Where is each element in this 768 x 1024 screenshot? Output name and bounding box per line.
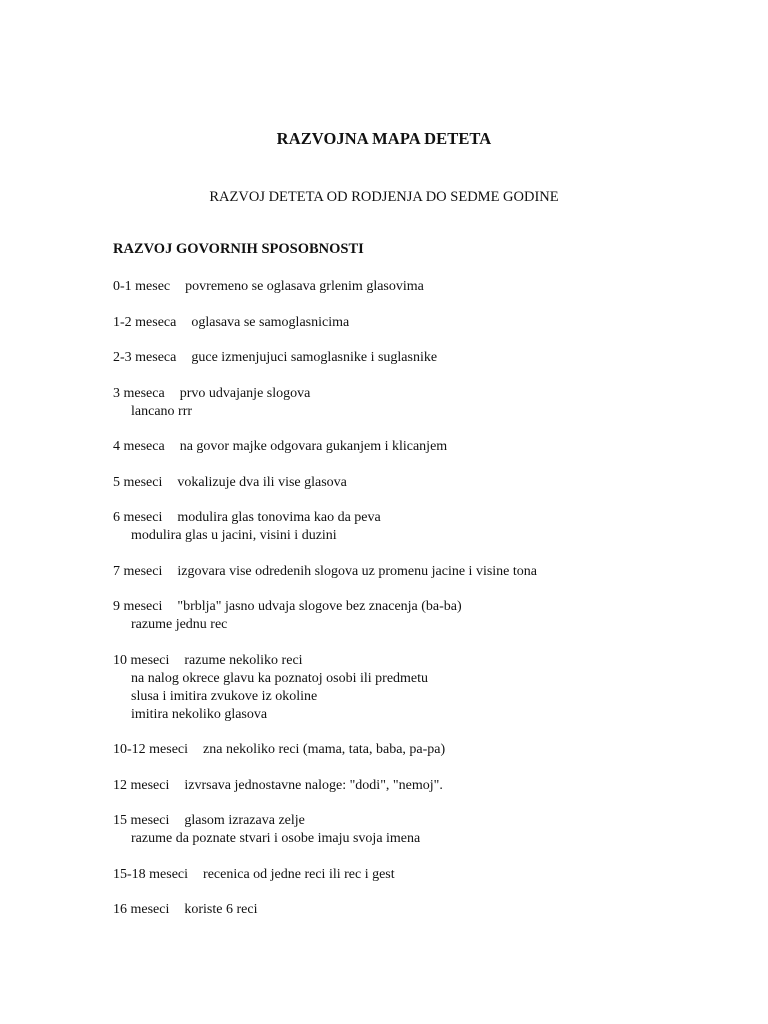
milestone-description: izgovara vise odredenih slogova uz promenu jacine i visine tona (177, 563, 537, 579)
milestone-entry (113, 509, 753, 545)
milestone-first-line (113, 598, 753, 616)
milestone-first-line (113, 385, 753, 403)
milestone-continuation: lancano rrr (131, 403, 193, 419)
milestone-age: 2-3 meseca (113, 350, 177, 365)
milestone-age: 7 meseci (113, 563, 163, 579)
milestone-age: 12 meseci (113, 777, 170, 793)
milestone-first-line (113, 652, 753, 670)
milestone-entry (113, 598, 753, 634)
milestone-list (113, 278, 753, 937)
milestone-first-line (113, 563, 753, 581)
milestone-age: 15 meseci (113, 813, 170, 828)
milestone-entry (113, 866, 753, 884)
milestone-entry (113, 563, 753, 581)
milestone-entry (113, 652, 753, 724)
milestone-first-line (113, 278, 753, 296)
milestone-description: izvrsava jednostavne naloge: "dodi", "nemoj". (184, 777, 443, 793)
milestone-age: 10 meseci (113, 652, 170, 668)
milestone-age: 6 meseci (113, 510, 163, 525)
milestone-description: povremeno se oglasava grlenim glasovima (185, 279, 424, 294)
milestone-first-line (113, 866, 753, 884)
milestone-continuation: modulira glas u jacini, visini i duzini (131, 528, 337, 543)
milestone-entry (113, 777, 753, 795)
milestone-description: vokalizuje dva ili vise glasova (177, 474, 347, 490)
milestone-first-line (113, 812, 753, 830)
milestone-continuation: razume jednu rec (131, 617, 228, 632)
milestone-entry (113, 474, 753, 492)
milestone-description: razume nekoliko reci (184, 652, 303, 668)
milestone-description: koriste 6 reci (184, 902, 258, 917)
milestone-description: na govor majke odgovara gukanjem i klicanjem (179, 439, 448, 454)
document-subtitle: RAZVOJ DETETA OD RODJENJA DO SEDME GODINE (209, 189, 559, 205)
milestone-description: prvo udvajanje slogova (179, 385, 311, 401)
milestone-age: 0-1 mesec (113, 279, 171, 294)
milestone-first-line (113, 314, 753, 332)
milestone-entry (113, 385, 753, 421)
milestone-description: modulira glas tonovima kao da peva (177, 510, 381, 525)
milestone-first-line (113, 438, 753, 456)
milestone-first-line (113, 509, 753, 527)
milestone-entry (113, 349, 753, 367)
milestone-description: zna nekoliko reci (mama, tata, baba, pa-pa) (203, 742, 446, 757)
milestone-first-line (113, 901, 753, 919)
milestone-age: 16 meseci (113, 902, 170, 917)
milestone-continuation: slusa i imitira zvukove iz okoline (131, 688, 318, 704)
milestone-age: 4 meseca (113, 439, 165, 454)
milestone-entry (113, 438, 753, 456)
document-title: RAZVOJNA MAPA DETETA (276, 129, 492, 148)
milestone-entry (113, 278, 753, 296)
section-heading: RAZVOJ GOVORNIH SPOSOBNOSTI (113, 241, 364, 257)
milestone-description: recenica od jedne reci ili rec i gest (203, 866, 395, 882)
milestone-age: 9 meseci (113, 599, 163, 614)
milestone-description: "brblja" jasno udvaja slogove bez znacenja (ba-ba) (177, 599, 462, 614)
milestone-age: 10-12 meseci (113, 742, 189, 757)
milestone-description: guce izmenjujuci samoglasnike i suglasnike (191, 350, 438, 365)
milestone-first-line (113, 777, 753, 795)
milestone-entry (113, 314, 753, 332)
milestone-age: 3 meseca (113, 385, 165, 401)
milestone-description: oglasava se samoglasnicima (191, 314, 350, 330)
milestone-first-line (113, 741, 753, 759)
milestone-description: glasom izrazava zelje (184, 813, 305, 828)
milestone-age: 5 meseci (113, 474, 163, 490)
milestone-first-line (113, 474, 753, 492)
milestone-continuation: razume da poznate stvari i osobe imaju svoja imena (131, 831, 421, 846)
milestone-continuation: imitira nekoliko glasova (131, 706, 268, 722)
milestone-age: 15-18 meseci (113, 866, 189, 882)
milestone-continuation: na nalog okrece glavu ka poznatoj osobi ili predmetu (131, 670, 429, 686)
milestone-first-line (113, 349, 753, 367)
milestone-entry (113, 741, 753, 759)
milestone-entry (113, 812, 753, 848)
milestone-age: 1-2 meseca (113, 314, 177, 330)
milestone-entry (113, 901, 753, 919)
